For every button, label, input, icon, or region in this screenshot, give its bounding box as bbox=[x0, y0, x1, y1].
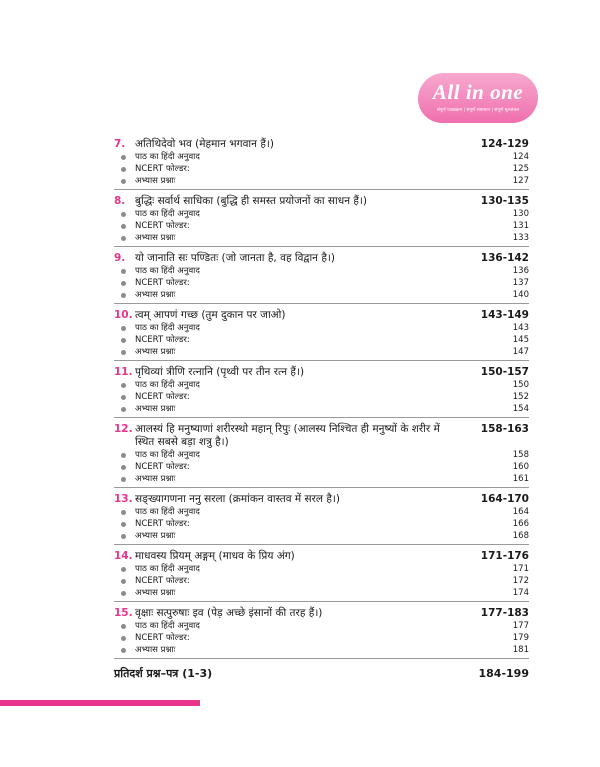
chapter-title: सङ्ख्यागणना ननु सरला (क्रमांकन वास्तव में सरल है।) bbox=[135, 493, 340, 505]
subitem-page: 160 bbox=[512, 462, 529, 472]
bullet-icon bbox=[121, 591, 126, 596]
toc-subitem[interactable] bbox=[114, 620, 529, 632]
chapter-heading[interactable] bbox=[114, 366, 529, 379]
subitem-page: 181 bbox=[512, 645, 529, 655]
toc-subitem[interactable] bbox=[114, 632, 529, 644]
subitem-page: 154 bbox=[512, 404, 529, 414]
subitem-page: 140 bbox=[512, 290, 529, 300]
subitem-page: 161 bbox=[512, 474, 529, 484]
chapter-page-range: 136-142 bbox=[480, 252, 529, 264]
bullet-icon bbox=[121, 350, 126, 355]
toc-subitem[interactable] bbox=[114, 563, 529, 575]
chapter-number: 13. bbox=[114, 493, 133, 505]
chapter-heading[interactable] bbox=[114, 423, 529, 449]
subitem-label: पाठ का हिंदी अनुवाद bbox=[135, 621, 200, 631]
toc-subitem[interactable] bbox=[114, 575, 529, 587]
bullet-icon bbox=[121, 534, 126, 539]
bullet-icon bbox=[121, 453, 126, 458]
subitem-label: NCERT फोल्डर: bbox=[135, 392, 190, 402]
subitem-label: अभ्यास प्रश्नाः bbox=[135, 588, 176, 598]
chapter-entry bbox=[114, 607, 529, 659]
chapter-heading[interactable] bbox=[114, 195, 529, 208]
toc-subitem[interactable] bbox=[114, 506, 529, 518]
chapter-title: वृक्षाः सत्पुरुषाः इव (पेड़ अच्छे इंसानों की तरह हैं।) bbox=[135, 607, 323, 619]
chapter-page-range: 130-135 bbox=[480, 195, 529, 207]
toc-subitem[interactable] bbox=[114, 403, 529, 415]
subitem-page: 177 bbox=[512, 621, 529, 631]
subitem-label: NCERT फोल्डर: bbox=[135, 164, 190, 174]
subitem-page: 168 bbox=[512, 531, 529, 541]
bullet-icon bbox=[121, 522, 126, 527]
chapter-page-range: 143-149 bbox=[480, 309, 529, 321]
toc-subitem[interactable] bbox=[114, 473, 529, 485]
toc-subitem[interactable] bbox=[114, 334, 529, 346]
chapter-page-range: 124-129 bbox=[480, 138, 529, 150]
chapter-number: 8. bbox=[114, 195, 126, 207]
toc-subitem[interactable] bbox=[114, 289, 529, 301]
bullet-icon bbox=[121, 567, 126, 572]
chapter-heading[interactable] bbox=[114, 138, 529, 151]
chapter-title: त्वम् आपणं गच्छ (तुम दुकान पर जाओ) bbox=[135, 309, 286, 321]
toc-subitem[interactable] bbox=[114, 391, 529, 403]
chapter-entry bbox=[114, 366, 529, 418]
subitem-label: NCERT फोल्डर: bbox=[135, 633, 190, 643]
chapter-number: 9. bbox=[114, 252, 126, 264]
toc-subitem[interactable] bbox=[114, 587, 529, 599]
subitem-page: 125 bbox=[512, 164, 529, 174]
bullet-icon bbox=[121, 636, 126, 641]
subitem-label: अभ्यास प्रश्नाः bbox=[135, 645, 176, 655]
chapter-number: 11. bbox=[114, 366, 133, 378]
subitem-page: 143 bbox=[512, 323, 529, 333]
chapter-heading[interactable] bbox=[114, 252, 529, 265]
chapter-heading[interactable] bbox=[114, 493, 529, 506]
subitem-label: NCERT फोल्डर: bbox=[135, 335, 190, 345]
subitem-label: पाठ का हिंदी अनुवाद bbox=[135, 323, 200, 333]
subitem-label: अभ्यास प्रश्नाः bbox=[135, 290, 176, 300]
subitem-label: अभ्यास प्रश्नाः bbox=[135, 233, 176, 243]
chapter-number: 10. bbox=[114, 309, 133, 321]
chapter-title: बुद्धिः सर्वार्थ साधिका (बुद्धि ही समस्त प्रयोजनों का साधन हैं।) bbox=[135, 195, 368, 207]
chapter-page-range: 171-176 bbox=[480, 550, 529, 562]
subitem-page: 136 bbox=[512, 266, 529, 276]
bullet-icon bbox=[121, 269, 126, 274]
subitem-label: NCERT फोल्डर: bbox=[135, 519, 190, 529]
subitem-label: पाठ का हिंदी अनुवाद bbox=[135, 266, 200, 276]
toc-subitem[interactable] bbox=[114, 277, 529, 289]
chapter-heading[interactable] bbox=[114, 309, 529, 322]
chapter-title: माधवस्य प्रियम् अङ्गम् (माधव के प्रिय अंग) bbox=[135, 550, 295, 562]
subitem-label: NCERT फोल्डर: bbox=[135, 462, 190, 472]
toc-subitem[interactable] bbox=[114, 322, 529, 334]
subitem-label: पाठ का हिंदी अनुवाद bbox=[135, 450, 200, 460]
toc-subitem[interactable] bbox=[114, 151, 529, 163]
subitem-page: 150 bbox=[512, 380, 529, 390]
footer-accent-bar bbox=[0, 700, 200, 706]
bullet-icon bbox=[121, 293, 126, 298]
chapter-title: आलस्यं हि मनुष्याणां शरीरस्थो महान् रिपुः (आलस्य निश्चित ही मनुष्यों के शरीर में स्थित सबसे बड़ा शत्रु है।) bbox=[135, 423, 440, 448]
subitem-label: पाठ का हिंदी अनुवाद bbox=[135, 209, 200, 219]
bullet-icon bbox=[121, 465, 126, 470]
chapter-entry bbox=[114, 309, 529, 361]
bullet-icon bbox=[121, 648, 126, 653]
toc-subitem[interactable] bbox=[114, 265, 529, 277]
chapter-entry bbox=[114, 138, 529, 190]
chapter-number: 12. bbox=[114, 423, 133, 435]
toc-subitem[interactable] bbox=[114, 163, 529, 175]
bullet-icon bbox=[121, 510, 126, 515]
bullet-icon bbox=[121, 579, 126, 584]
toc-subitem[interactable] bbox=[114, 220, 529, 232]
subitem-page: 145 bbox=[512, 335, 529, 345]
chapter-title: अतिथिदेवो भव (मेहमान भगवान हैं।) bbox=[135, 138, 274, 150]
chapter-heading[interactable] bbox=[114, 550, 529, 563]
chapter-entry bbox=[114, 423, 529, 488]
subitem-label: NCERT फोल्डर: bbox=[135, 221, 190, 231]
toc-subitem[interactable] bbox=[114, 232, 529, 244]
chapter-title: पृथिव्यां त्रीणि रत्नानि (पृथ्वी पर तीन रत्न हैं।) bbox=[135, 366, 305, 378]
toc-subitem[interactable] bbox=[114, 449, 529, 461]
subitem-label: पाठ का हिंदी अनुवाद bbox=[135, 380, 200, 390]
subitem-page: 179 bbox=[512, 633, 529, 643]
subitem-page: 137 bbox=[512, 278, 529, 288]
subitem-page: 171 bbox=[512, 564, 529, 574]
chapter-page-range: 158-163 bbox=[480, 423, 529, 435]
toc-subitem[interactable] bbox=[114, 346, 529, 358]
chapter-number: 7. bbox=[114, 138, 126, 150]
subitem-label: अभ्यास प्रश्नाः bbox=[135, 474, 176, 484]
subitem-label: अभ्यास प्रश्नाः bbox=[135, 531, 176, 541]
subitem-label: पाठ का हिंदी अनुवाद bbox=[135, 564, 200, 574]
bullet-icon bbox=[121, 477, 126, 482]
bullet-icon bbox=[121, 395, 126, 400]
subitem-label: पाठ का हिंदी अनुवाद bbox=[135, 507, 200, 517]
subitem-page: 164 bbox=[512, 507, 529, 517]
sample-papers-entry[interactable] bbox=[114, 666, 529, 681]
subitem-label: पाठ का हिंदी अनुवाद bbox=[135, 152, 200, 162]
subitem-page: 127 bbox=[512, 176, 529, 186]
subitem-page: 124 bbox=[512, 152, 529, 162]
chapter-number: 15. bbox=[114, 607, 133, 619]
subitem-page: 131 bbox=[512, 221, 529, 231]
chapter-page-range: 177-183 bbox=[480, 607, 529, 619]
brand-logo bbox=[418, 73, 538, 123]
subitem-page: 130 bbox=[512, 209, 529, 219]
subitem-page: 166 bbox=[512, 519, 529, 529]
bullet-icon bbox=[121, 167, 126, 172]
chapter-page-range: 164-170 bbox=[480, 493, 529, 505]
toc-subitem[interactable] bbox=[114, 461, 529, 473]
bullet-icon bbox=[121, 281, 126, 286]
toc-subitem[interactable] bbox=[114, 175, 529, 187]
bullet-icon bbox=[121, 624, 126, 629]
sample-papers-title: प्रतिदर्श प्रश्न–पत्र (1-3) bbox=[114, 667, 213, 680]
subitem-label: अभ्यास प्रश्नाः bbox=[135, 347, 176, 357]
bullet-icon bbox=[121, 326, 126, 331]
subitem-page: 174 bbox=[512, 588, 529, 598]
subitem-label: अभ्यास प्रश्नाः bbox=[135, 176, 176, 186]
subitem-page: 152 bbox=[512, 392, 529, 402]
chapter-number: 14. bbox=[114, 550, 133, 562]
bullet-icon bbox=[121, 179, 126, 184]
sample-papers-page-range: 184-199 bbox=[478, 667, 529, 680]
chapter-heading[interactable] bbox=[114, 607, 529, 620]
logo-tagline: संपूर्ण पाठ्यक्रम | संपूर्ण समाधान | संपूर्ण मूल्यांकन bbox=[436, 108, 520, 113]
subitem-page: 158 bbox=[512, 450, 529, 460]
toc-subitem[interactable] bbox=[114, 518, 529, 530]
toc-subitem[interactable] bbox=[114, 530, 529, 542]
bullet-icon bbox=[121, 407, 126, 412]
subitem-page: 172 bbox=[512, 576, 529, 586]
subitem-page: 147 bbox=[512, 347, 529, 357]
bullet-icon bbox=[121, 212, 126, 217]
toc-subitem[interactable] bbox=[114, 379, 529, 391]
bullet-icon bbox=[121, 338, 126, 343]
toc-subitem[interactable] bbox=[114, 208, 529, 220]
chapter-entry bbox=[114, 493, 529, 545]
chapter-title: यो जानाति सः पण्डितः (जो जानता है, वह विद्वान है।) bbox=[135, 252, 335, 264]
subitem-label: NCERT फोल्डर: bbox=[135, 576, 190, 586]
chapter-entry bbox=[114, 550, 529, 602]
subitem-page: 133 bbox=[512, 233, 529, 243]
bullet-icon bbox=[121, 224, 126, 229]
logo-text: All in one bbox=[432, 80, 524, 104]
table-of-contents bbox=[114, 138, 529, 681]
bullet-icon bbox=[121, 155, 126, 160]
toc-subitem[interactable] bbox=[114, 644, 529, 656]
subitem-label: NCERT फोल्डर: bbox=[135, 278, 190, 288]
subitem-label: अभ्यास प्रश्नाः bbox=[135, 404, 176, 414]
bullet-icon bbox=[121, 383, 126, 388]
chapter-page-range: 150-157 bbox=[480, 366, 529, 378]
chapter-entry bbox=[114, 195, 529, 247]
bullet-icon bbox=[121, 236, 126, 241]
chapter-entry bbox=[114, 252, 529, 304]
